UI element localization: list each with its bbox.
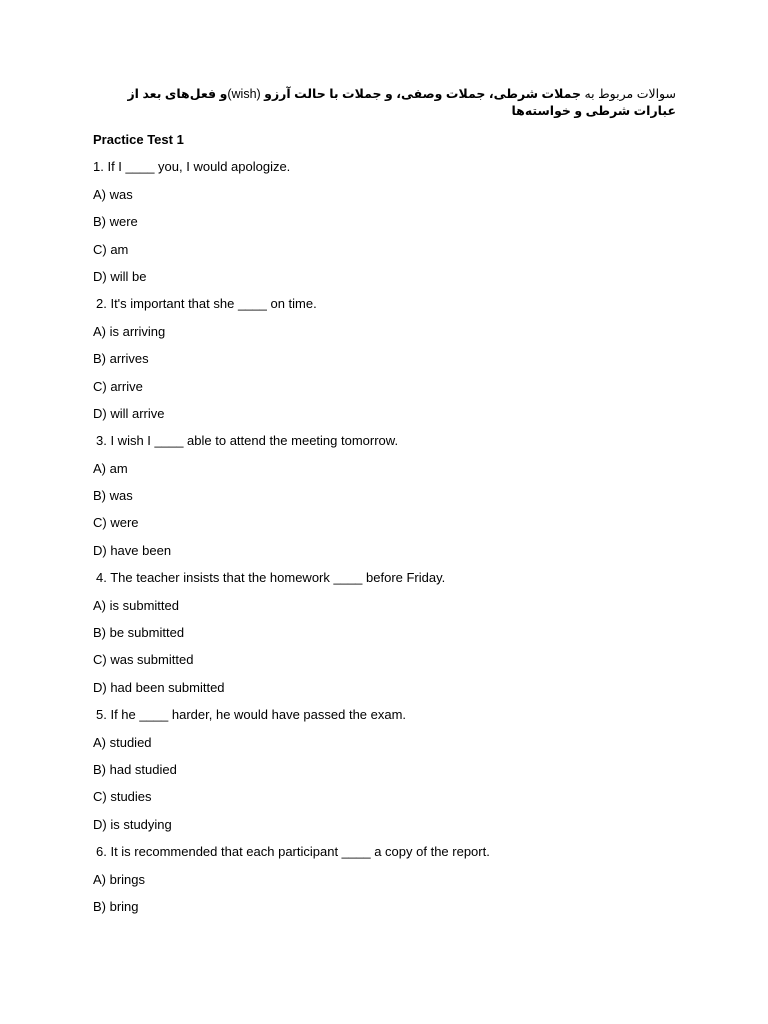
option-a: A) am [93, 460, 128, 476]
option-b: B) be submitted [93, 625, 185, 641]
option-d: D) will arrive [93, 405, 165, 421]
option-d: D) is studying [93, 816, 172, 832]
question-text: 4. The teacher insists that the homework ____ before Friday. [96, 570, 446, 586]
option-c: C) was submitted [93, 652, 194, 668]
question-block-6 [93, 842, 693, 924]
test-title: Practice Test 1 [93, 132, 184, 147]
question-text: 2. It's important that she ____ on time. [96, 296, 317, 312]
option-b: B) were [93, 214, 138, 230]
option-c: C) arrive [93, 378, 143, 394]
option-a: A) studied [93, 734, 152, 750]
option-d: D) will be [93, 268, 147, 284]
question-text: 3. I wish I ____ able to attend the meeting tomorrow. [96, 433, 399, 449]
option-c: C) studies [93, 789, 152, 805]
header-text-verbs: و فعل‌های بعد از عبارات شرطی و خواسته‌ها [127, 87, 676, 118]
question-block-2 [93, 294, 693, 431]
option-d: D) had been submitted [93, 679, 225, 695]
header-text-wish: (wish) [227, 87, 261, 101]
option-a: A) brings [93, 871, 146, 887]
question-block-1 [93, 157, 693, 294]
question-block-5 [93, 705, 693, 842]
option-a: A) is arriving [93, 323, 166, 339]
document-header [93, 86, 676, 120]
option-b: B) had studied [93, 761, 177, 777]
option-d: D) have been [93, 542, 172, 558]
option-b: B) arrives [93, 351, 149, 367]
question-text: 1. If I ____ you, I would apologize. [93, 159, 291, 175]
question-text: 5. If he ____ harder, he would have passed the exam. [96, 707, 407, 723]
question-block-4 [93, 568, 693, 705]
option-c: C) am [93, 241, 129, 257]
option-a: A) was [93, 186, 133, 202]
document-body [93, 130, 693, 924]
question-text: 6. It is recommended that each participant ____ a copy of the report. [96, 844, 490, 860]
question-block-3 [93, 431, 693, 568]
option-a: A) is submitted [93, 597, 179, 613]
option-b: B) bring [93, 898, 139, 914]
option-c: C) were [93, 515, 139, 531]
header-text-intro: سوالات مربوط به [581, 87, 676, 101]
option-b: B) was [93, 488, 133, 504]
header-text-topics: جملات شرطی، جملات وصفی، و جملات با حالت آرزو [260, 87, 581, 101]
